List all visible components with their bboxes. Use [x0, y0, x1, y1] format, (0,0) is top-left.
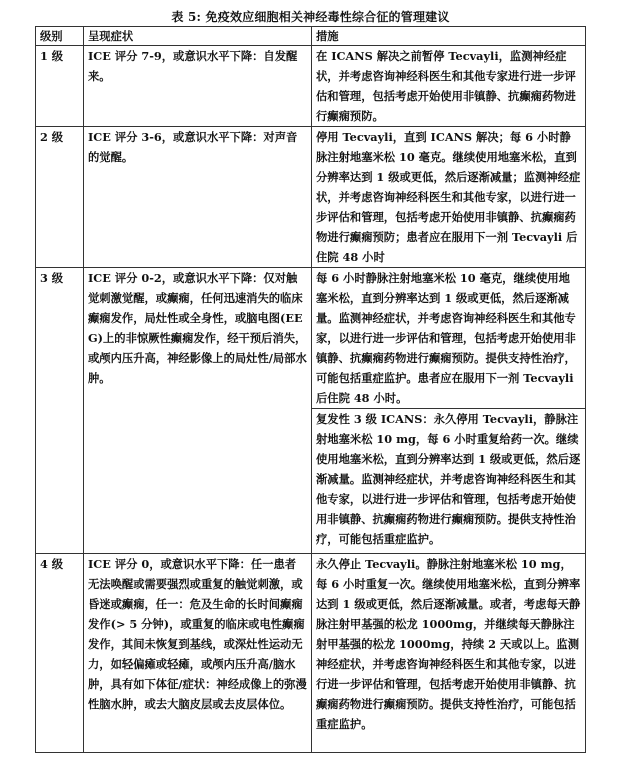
management-text: 永久停止 Tecvayli。静脉注射地塞米松 10 mg，每 6 小时重复一次。继续使用地塞米松，直到分辨率达到 1 级或更低，然后逐渐减量。或者，考虑每天静脉注射甲基强的松龙 1000mg，并继续每天静脉注射甲基强的松龙 1000mg，持续 2 天或以上。监测神经症状，并考虑咨询神经科医生和其他专家，以进行进一步评估和管理，包括考虑开始使用非镇静、抗癫痫药物进行癫痫预防。提供支持性治疗，可能包括重症监护。 — [316, 557, 581, 731]
table-caption: 表 5: 免疫效应细胞相关神经毒性综合征的管理建议 — [171, 10, 450, 24]
management-cell — [312, 127, 586, 268]
grade-cell: 4 级 — [36, 554, 84, 753]
symptoms-cell: ICE 评分 3-6，或意识水平下降：对声音的觉醒。 — [84, 127, 312, 268]
table-row — [36, 554, 586, 753]
management-cell — [312, 268, 586, 554]
management-text: 停用 Tecvayli，直到 ICANS 解决；每 6 小时静脉注射地塞米松 10 毫克。继续使用地塞米松，直到分辨率达到 1 级或更低，然后逐渐减量；监测神经症状，并考虑咨询神经科医生和其他专家，以进行进一步评估和管理，包括考虑开始使用非镇静、抗癫痫药物进行癫痫预防；患者应在服用下一剂 Tecvayli 后住院 48 小时 — [316, 130, 581, 264]
symptoms-cell: ICE 评分 0-2，或意识水平下降：仅对触觉刺激觉醒，或癫痫，任何迅速消失的临床癫痫发作，局灶性或全身性，或脑电图(EEG)上的非惊厥性癫痫发作，经干预后消失，或颅内压升高，神经影像上的局灶性/局部水肿。 — [84, 268, 312, 554]
table-row — [36, 46, 586, 127]
grade-cell: 1 级 — [36, 46, 84, 127]
management-cell — [312, 554, 586, 753]
management-cell — [312, 46, 586, 127]
grade-cell: 2 级 — [36, 127, 84, 268]
header-grade: 级别 — [36, 27, 84, 46]
management-text: 在 ICANS 解决之前暂停 Tecvayli，监测神经症状，并考虑咨询神经科医生和其他专家进行进一步评估和管理，包括考虑开始使用非镇静、抗癫痫药物进行癫痫预防。 — [316, 49, 576, 123]
header-symptoms: 呈现症状 — [84, 27, 312, 46]
header-management: 措施 — [312, 27, 586, 46]
table-row — [36, 268, 586, 554]
table-header-row — [36, 27, 586, 46]
table-row — [36, 127, 586, 268]
symptoms-cell: ICE 评分 7-9，或意识水平下降：自发醒来。 — [84, 46, 312, 127]
symptoms-cell: ICE 评分 0，或意识水平下降：任一患者无法唤醒或需要强烈或重复的触觉刺激，或昏迷或癫痫，任一：危及生命的长时间癫痫发作(> 5 分钟)，或重复的临床或电性癫痫发作，其间未恢复到基线，或深灶性运动无力，如轻偏瘫或轻瘫，或颅内压升高/脑水肿，具有如下体征/症状：神经成像上的弥漫性脑水肿，或去大脑皮层或去皮层体位。 — [84, 554, 312, 753]
management-text: 每 6 小时静脉注射地塞米松 10 毫克，继续使用地塞米松，直到分辨率达到 1 级或更低，然后逐渐减量。监测神经症状，并考虑咨询神经科医生和其他专家，以进行进一步评估和管理，包括考虑开始使用非镇静、抗癫痫药物进行癫痫预防。提供支持性治疗，可能包括重症监护。患者应在服用下一剂 Tecvayli 后住院 48 小时。 — [316, 271, 576, 405]
management-text-recurrent: 复发性 3 级 ICANS：永久停用 Tecvayli，静脉注射地塞米松 10 mg，每 6 小时重复给药一次。继续使用地塞米松，直到分辨率达到 1 级或更低，然后逐渐减量。监测神经症状，并考虑咨询神经科医生和其他专家，以进行进一步评估和管理，包括考虑开始使用非镇静、抗癫痫药物进行癫痫预防。提供支持性治疗，可能包括重症监护。 — [312, 408, 585, 549]
icans-management-table — [35, 26, 586, 753]
grade-cell: 3 级 — [36, 268, 84, 554]
